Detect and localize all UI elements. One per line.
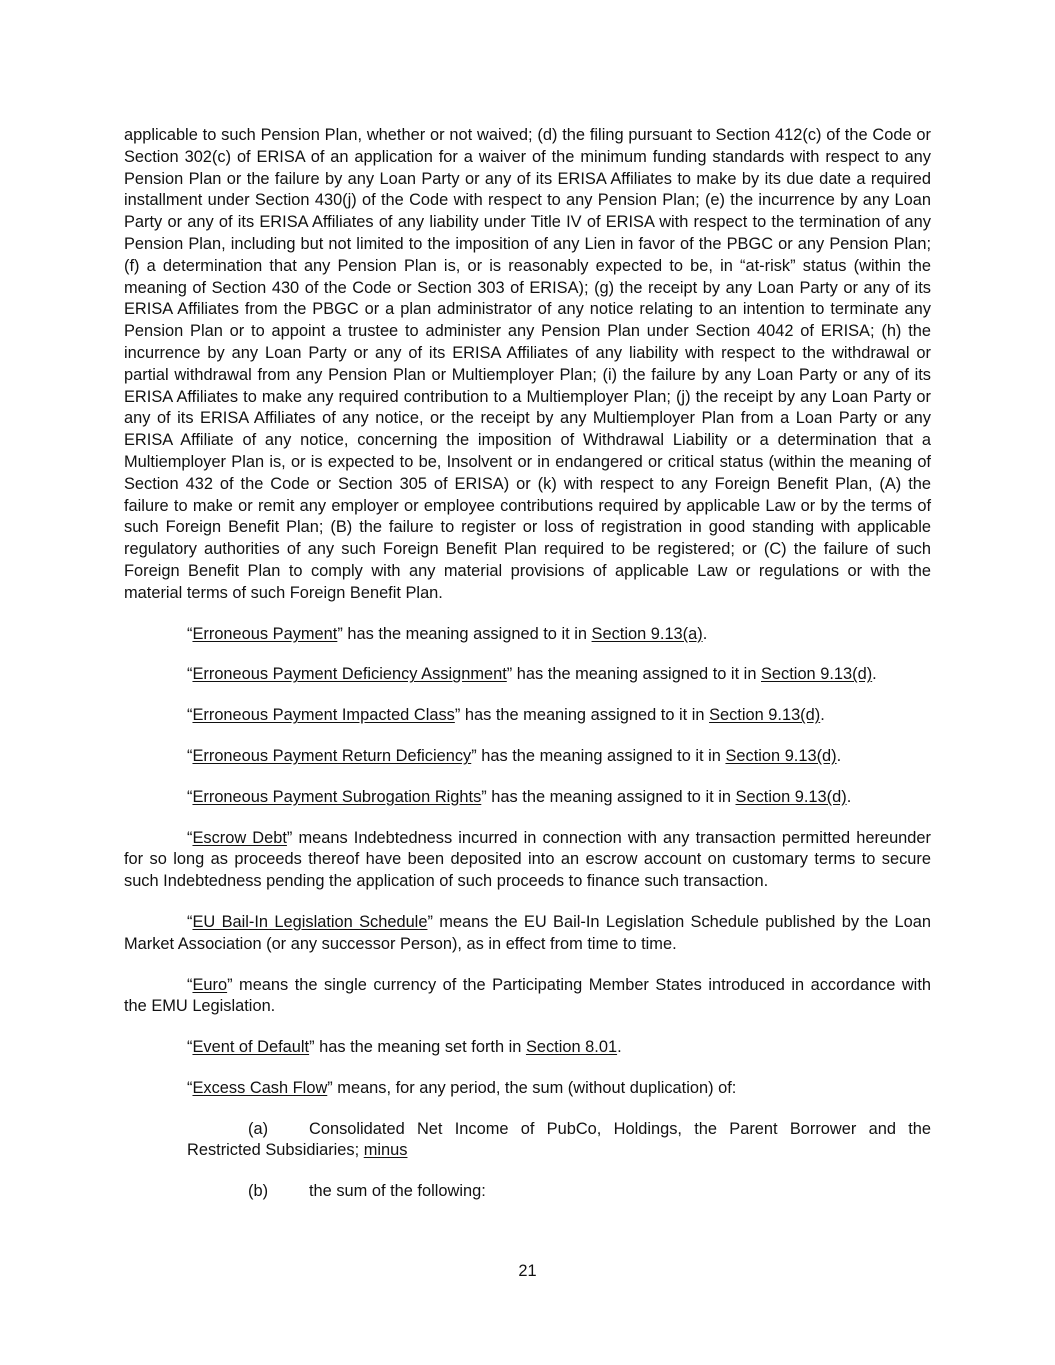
definition-erroneous-payment-impacted-class <box>124 705 931 727</box>
open-quote: “ <box>187 706 193 725</box>
defined-term: Excess Cash Flow <box>192 1078 328 1097</box>
defined-term: Erroneous Payment Deficiency Assignment <box>192 665 507 684</box>
section-reference: Section 9.13(a) <box>591 624 703 643</box>
list-item-a <box>124 1119 931 1163</box>
open-quote: “ <box>187 624 193 643</box>
list-item-text: the sum of the following: <box>309 1182 486 1201</box>
definition-end: . <box>846 787 852 806</box>
defined-term: Event of Default <box>192 1038 310 1057</box>
definition-erroneous-payment-subrogation-rights <box>124 787 931 809</box>
defined-term: Erroneous Payment <box>192 624 338 643</box>
defined-term: EU Bail-In Legislation Schedule <box>192 912 428 931</box>
open-quote: “ <box>187 828 193 847</box>
list-item-label: (a) <box>248 1119 269 1138</box>
open-quote: “ <box>187 746 193 765</box>
section-reference: Section 9.13(d) <box>725 746 837 765</box>
definition-erroneous-payment-return-deficiency <box>124 746 931 768</box>
definition-excess-cash-flow <box>124 1078 931 1100</box>
defined-term: Erroneous Payment Subrogation Rights <box>192 787 482 806</box>
section-reference: Section 8.01 <box>525 1038 618 1057</box>
section-reference: Section 9.13(d) <box>761 665 873 684</box>
open-quote: “ <box>187 912 193 931</box>
defined-term: Erroneous Payment Impacted Class <box>192 706 455 725</box>
definition-euro <box>124 975 931 1019</box>
definition-eu-bail-in-legislation-schedule <box>124 912 931 956</box>
minus-term: minus <box>363 1141 408 1160</box>
open-quote: “ <box>187 1038 193 1057</box>
list-item-text: Consolidated Net Income of PubCo, Holdings, the Parent Borrower and the Restricted Subsidiaries; <box>187 1119 931 1160</box>
defined-term: Erroneous Payment Return Deficiency <box>192 746 472 765</box>
definition-text: ” has the meaning assigned to it in <box>506 665 761 684</box>
definition-text: ” has the meaning assigned to it in <box>337 624 592 643</box>
list-item-b <box>124 1181 931 1203</box>
definition-event-of-default <box>124 1037 931 1059</box>
intro-paragraph: applicable to such Pension Plan, whether or not waived; (d) the filing pursuant to Section 412(c) of the Code or Section 302(c) of ERISA of an application for a waiver of the minimum funding standards with respect to any Pension Plan or the failure by any Loan Party or any of its ERISA Affiliates to make by its due date a required installment under Section 430(j) of the Code with respect to any Pension Plan; (e) the incurrence by any Loan Party or any of its ERISA Affiliates of any liability under Title IV of ERISA with respect to the termination of any Pension Plan, including but not limited to the imposition of any Lien in favor of the PBGC or any Pension Plan; (f) a determination that any Pension Plan is, or is reasonably expected to be, in “at-risk” status (within the meaning of Section 430 of the Code or Section 303 of ERISA); (g) the receipt by any Loan Party or any of its ERISA Affiliates from the PBGC or a plan administrator of any notice relating to an intention to terminate any Pension Plan or to appoint a trustee to administer any Pension Plan under Section 4042 of ERISA; (h) the incurrence by any Loan Party or any of its ERISA Affiliates of any liability with respect to the withdrawal or partial withdrawal from any Pension Plan or Multiemployer Plan; (i) the failure by any Loan Party or any of its ERISA Affiliates to make any required contribution to a Multiemployer Plan; (j) the receipt by any Loan Party or any of its ERISA Affiliates of any notice, or the receipt by any Multiemployer Plan from a Loan Party or any ERISA Affiliate of any notice, concerning the imposition of Withdrawal Liability or a determination that a Multiemployer Plan is, or is expected to be, Insolvent or in endangered or critical status (within the meaning of Section 432 of the Code or Section 305 of ERISA) or (k) with respect to any Foreign Benefit Plan, (A) the failure to make or remit any employer or employee contributions required by applicable Law or by the terms of such Foreign Benefit Plan; (B) the failure to register or loss of registration in good standing with applicable regulatory authorities of any such Foreign Benefit Plan required to be registered; or (C) the failure of such Foreign Benefit Plan to comply with any material provisions of applicable Law or regulations or with the material terms of such Foreign Benefit Plan. <box>124 126 931 602</box>
definition-end: . <box>617 1038 622 1057</box>
definition-text: ” means the single currency of the Participating Member States introduced in accordance with the EMU Legislation. <box>124 975 931 1016</box>
section-reference: Section 9.13(d) <box>709 706 821 725</box>
definition-end: . <box>872 665 877 684</box>
definition-end: . <box>820 706 825 725</box>
definition-erroneous-payment <box>124 624 931 646</box>
definition-end: . <box>836 746 842 765</box>
definition-text: ” has the meaning set forth in <box>309 1038 526 1057</box>
open-quote: “ <box>187 665 193 684</box>
document-page <box>124 125 931 1203</box>
open-quote: “ <box>187 1078 193 1097</box>
definition-text: ” means the EU Bail-In Legislation Schedule published by the Loan Market Association (or any successor Person), as in effect from time to time. <box>124 912 932 953</box>
definition-escrow-debt <box>124 828 931 893</box>
definition-text: ” means Indebtedness incurred in connection with any transaction permitted hereunder for so long as proceeds thereof have been deposited into an escrow account on customary terms to secure such Indebtedness pending the application of such proceeds to finance such transaction. <box>124 828 931 891</box>
defined-term: Escrow Debt <box>192 828 287 847</box>
open-quote: “ <box>187 975 193 994</box>
section-reference: Section 9.13(d) <box>735 787 847 806</box>
definition-text: ” has the meaning assigned to it in <box>481 787 736 806</box>
definition-text: ” has the meaning assigned to it in <box>454 706 710 725</box>
definition-erroneous-payment-deficiency-assignment <box>124 664 931 686</box>
defined-term: Euro <box>192 975 228 994</box>
open-quote: “ <box>187 787 193 806</box>
page-number: 21 <box>518 1262 537 1280</box>
definition-end: . <box>702 624 708 643</box>
definition-text: ” has the meaning assigned to it in <box>471 746 726 765</box>
definition-text: ” means, for any period, the sum (without duplication) of: <box>327 1078 737 1097</box>
list-item-label: (b) <box>248 1182 269 1201</box>
